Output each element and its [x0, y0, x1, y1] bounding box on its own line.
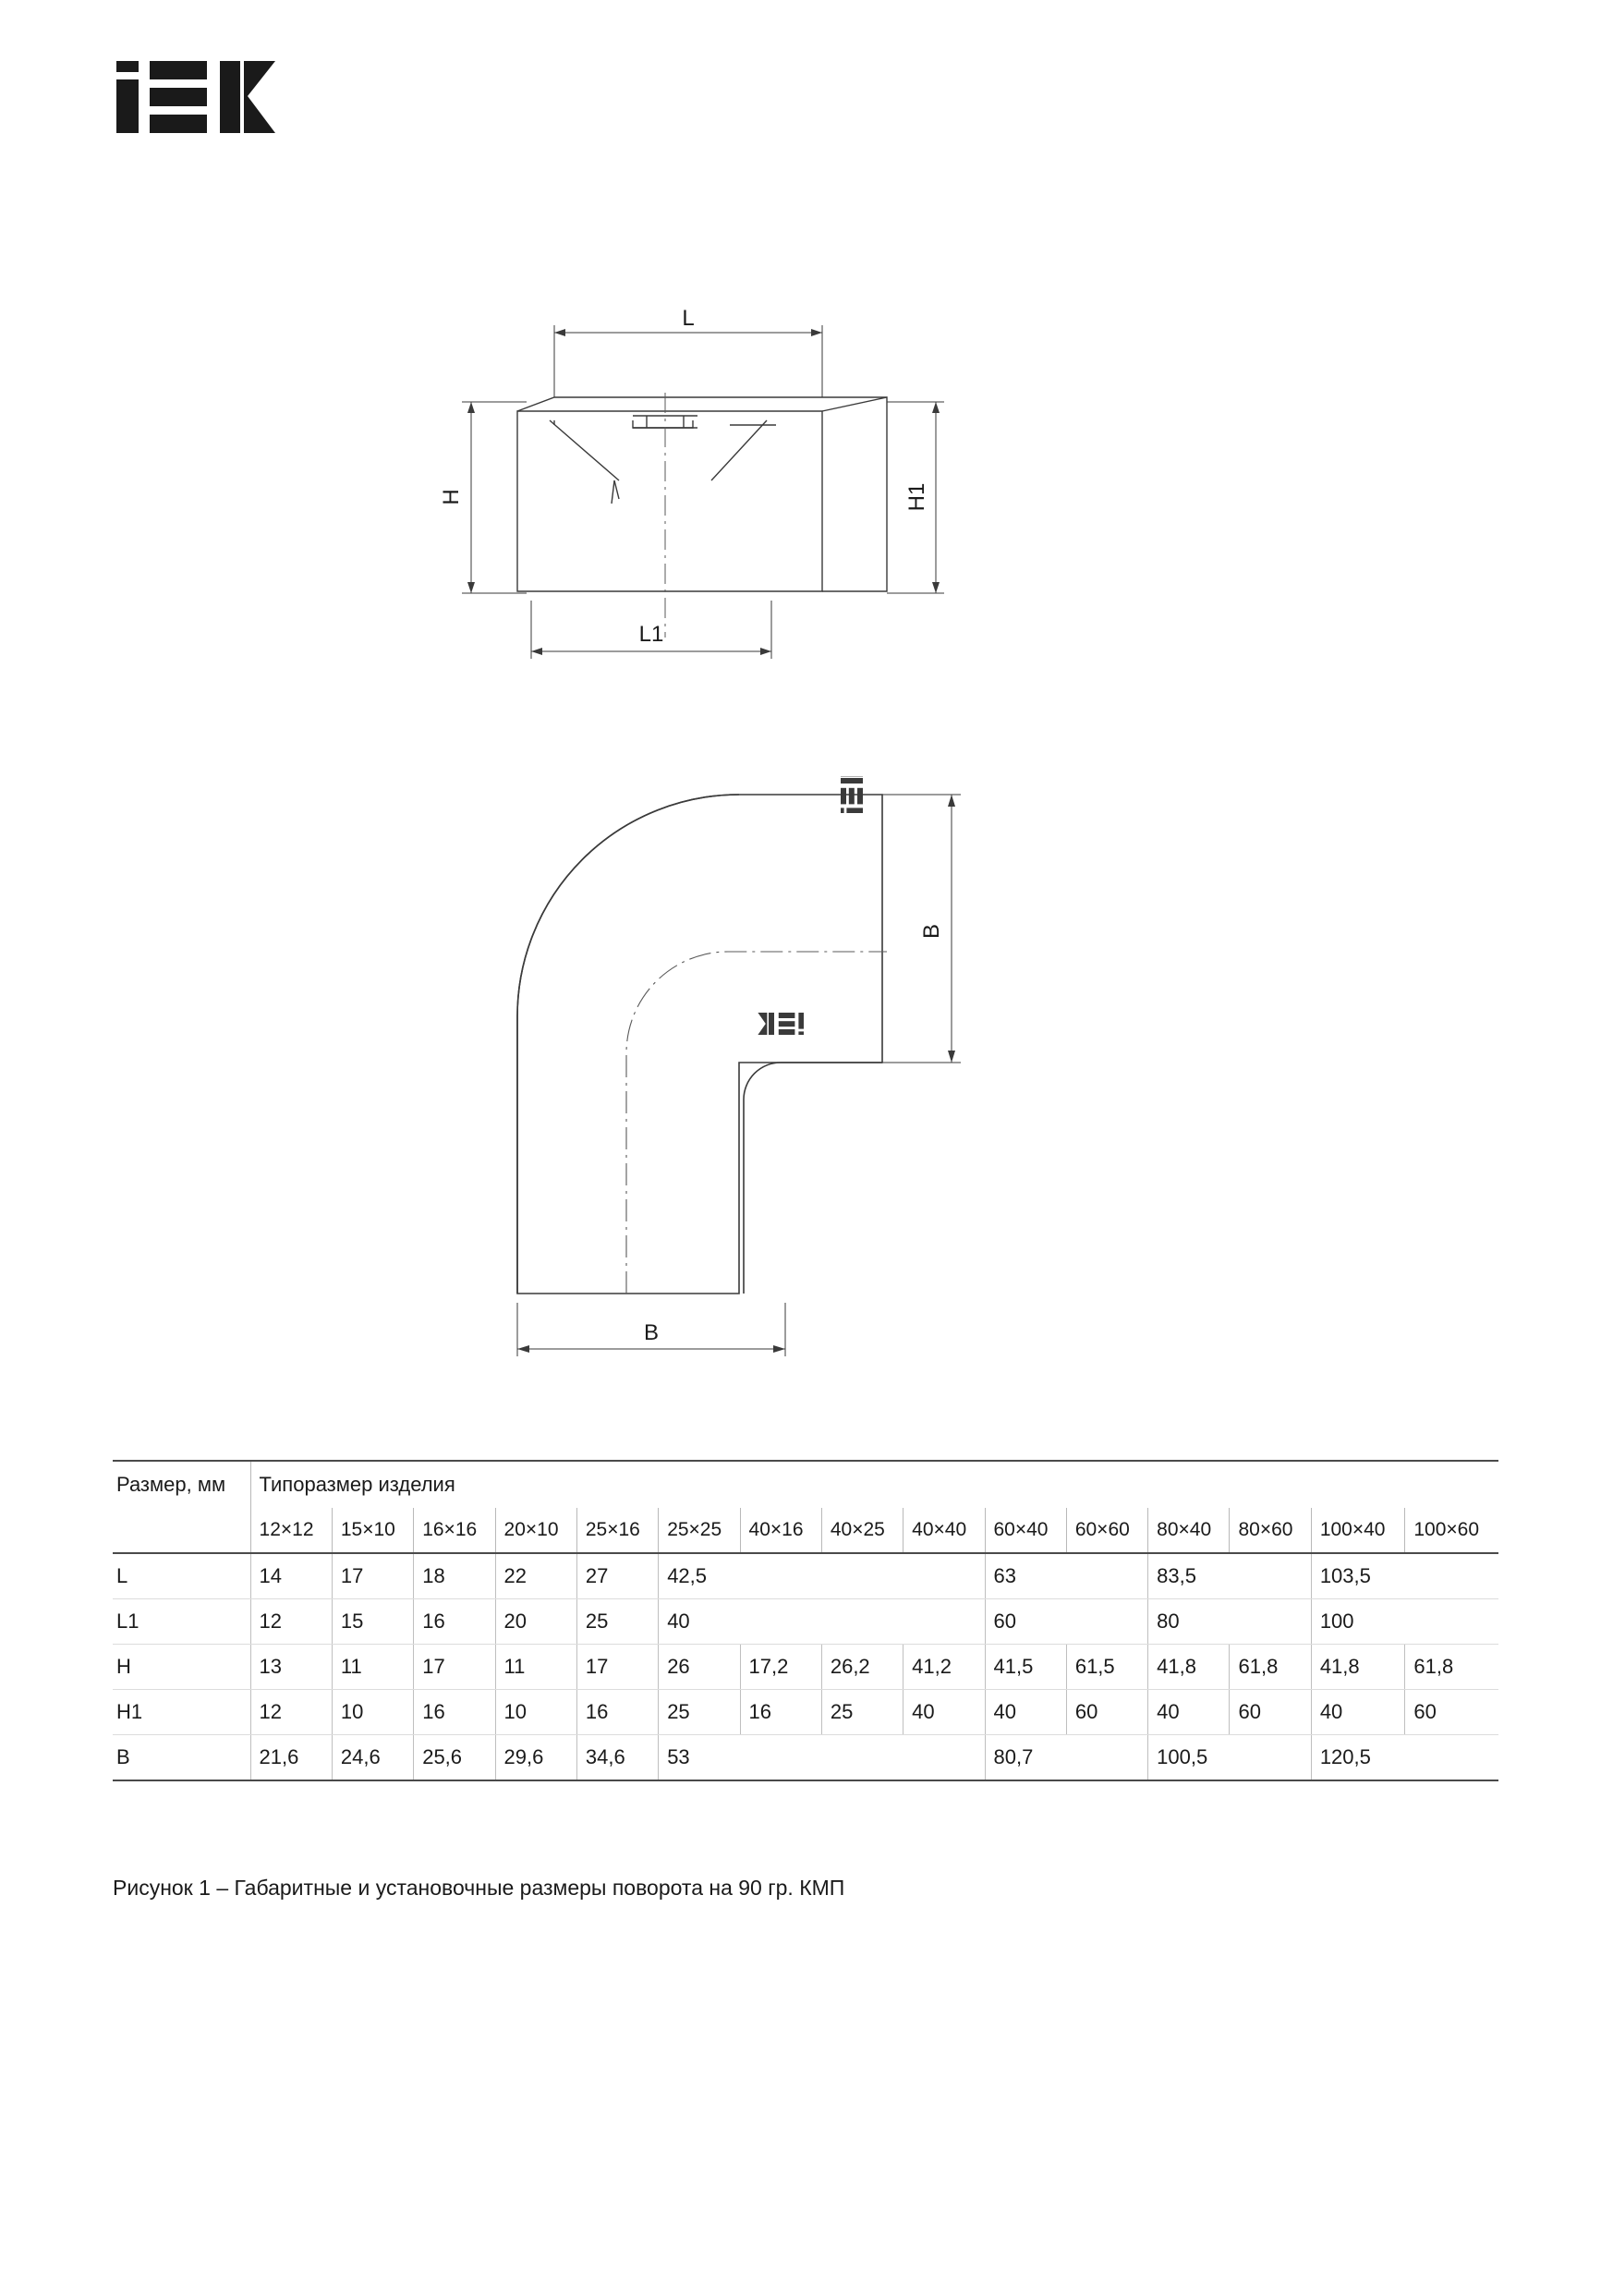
table-cell: 61,5 — [1066, 1645, 1147, 1690]
table-row — [113, 1599, 1498, 1645]
table-cell: 53 — [659, 1735, 985, 1781]
table-corner-label: Размер, мм — [113, 1461, 250, 1508]
table-size-header: 12×12 — [250, 1508, 332, 1553]
table-size-header: 25×25 — [659, 1508, 740, 1553]
table-cell: 42,5 — [659, 1553, 985, 1599]
table-size-header: 40×25 — [821, 1508, 903, 1553]
table-header-row-group — [113, 1461, 1498, 1508]
brand-mark-upper — [841, 776, 863, 813]
table-cell: 60 — [1230, 1690, 1311, 1735]
table-cell: 41,8 — [1148, 1645, 1230, 1690]
table-cell: 34,6 — [576, 1735, 658, 1781]
table-cell: 40 — [1148, 1690, 1230, 1735]
table-cell: 40 — [904, 1690, 985, 1735]
table-cell: 100 — [1311, 1599, 1498, 1645]
table-size-header: 80×40 — [1148, 1508, 1230, 1553]
table-cell: 16 — [414, 1690, 495, 1735]
table-cell: 29,6 — [495, 1735, 576, 1781]
dimension-label-H1: H1 — [904, 482, 929, 512]
table-cell: 26 — [659, 1645, 740, 1690]
table-cell: 13 — [250, 1645, 332, 1690]
table-row — [113, 1735, 1498, 1781]
table-row-label: B — [113, 1735, 250, 1781]
dimension-table — [113, 1460, 1498, 1781]
table-size-header: 40×40 — [904, 1508, 985, 1553]
table-cell: 60 — [1405, 1690, 1498, 1735]
table-cell: 17 — [414, 1645, 495, 1690]
table-cell: 41,8 — [1311, 1645, 1405, 1690]
table-cell: 40 — [1311, 1690, 1405, 1735]
figure-caption: Рисунок 1 – Габаритные и установочные размеры поворота на 90 гр. КМП — [113, 1876, 845, 1900]
table-cell: 25 — [659, 1690, 740, 1735]
table-cell: 25 — [576, 1599, 658, 1645]
table-size-header: 80×60 — [1230, 1508, 1311, 1553]
table-group-header: Типоразмер изделия — [250, 1461, 1498, 1508]
dimension-label-L1: L1 — [638, 622, 664, 647]
table-row — [113, 1690, 1498, 1735]
front-section-drawing — [370, 305, 1090, 739]
table-cell: 21,6 — [250, 1735, 332, 1781]
table-cell: 11 — [495, 1645, 576, 1690]
iek-logo — [113, 55, 307, 139]
table-cell: 14 — [250, 1553, 332, 1599]
table-cell: 120,5 — [1311, 1735, 1498, 1781]
table-cell: 15 — [332, 1599, 413, 1645]
table-cell: 83,5 — [1148, 1553, 1312, 1599]
plan-view-drawing — [462, 776, 1164, 1367]
table-size-header: 15×10 — [332, 1508, 413, 1553]
table-cell: 18 — [414, 1553, 495, 1599]
table-cell: 100,5 — [1148, 1735, 1312, 1781]
table-cell: 22 — [495, 1553, 576, 1599]
table-row — [113, 1553, 1498, 1599]
table-cell: 41,5 — [985, 1645, 1066, 1690]
table-cell: 60 — [1066, 1690, 1147, 1735]
table-cell: 61,8 — [1230, 1645, 1311, 1690]
dimension-label-L: L — [682, 306, 695, 331]
dimension-label-H: H — [439, 489, 464, 505]
table-row-label: H1 — [113, 1690, 250, 1735]
table-size-header: 20×10 — [495, 1508, 576, 1553]
table-cell: 41,2 — [904, 1645, 985, 1690]
table-size-header: 25×16 — [576, 1508, 658, 1553]
table-cell: 80,7 — [985, 1735, 1148, 1781]
table-cell: 12 — [250, 1599, 332, 1645]
table-size-header: 100×60 — [1405, 1508, 1498, 1553]
table-size-header: 40×16 — [740, 1508, 821, 1553]
table-row-label: L1 — [113, 1599, 250, 1645]
table-cell: 12 — [250, 1690, 332, 1735]
table-cell: 17 — [332, 1553, 413, 1599]
table-row — [113, 1645, 1498, 1690]
table-size-header: 60×40 — [985, 1508, 1066, 1553]
table-cell: 40 — [985, 1690, 1066, 1735]
brand-mark-lower — [758, 1013, 804, 1035]
table-empty-corner — [113, 1508, 250, 1553]
table-cell: 61,8 — [1405, 1645, 1498, 1690]
table-cell: 11 — [332, 1645, 413, 1690]
table-size-header: 100×40 — [1311, 1508, 1405, 1553]
table-cell: 16 — [576, 1690, 658, 1735]
table-cell: 63 — [985, 1553, 1148, 1599]
table-cell: 27 — [576, 1553, 658, 1599]
table-cell: 16 — [740, 1690, 821, 1735]
table-cell: 26,2 — [821, 1645, 903, 1690]
table-row-label: L — [113, 1553, 250, 1599]
dimension-label-B-horizontal: B — [643, 1320, 660, 1345]
table-size-header: 60×60 — [1066, 1508, 1147, 1553]
table-cell: 17,2 — [740, 1645, 821, 1690]
table-cell: 25,6 — [414, 1735, 495, 1781]
table-cell: 20 — [495, 1599, 576, 1645]
table-cell: 16 — [414, 1599, 495, 1645]
table-header-row-sizes — [113, 1508, 1498, 1553]
table-cell: 10 — [332, 1690, 413, 1735]
table-cell: 60 — [985, 1599, 1148, 1645]
table-size-header: 16×16 — [414, 1508, 495, 1553]
table-cell: 24,6 — [332, 1735, 413, 1781]
table-cell: 10 — [495, 1690, 576, 1735]
table-cell: 40 — [659, 1599, 985, 1645]
table-row-label: H — [113, 1645, 250, 1690]
table-cell: 17 — [576, 1645, 658, 1690]
table-cell: 25 — [821, 1690, 903, 1735]
dimension-label-B-vertical: B — [919, 923, 944, 940]
table-cell: 80 — [1148, 1599, 1312, 1645]
table-cell: 103,5 — [1311, 1553, 1498, 1599]
